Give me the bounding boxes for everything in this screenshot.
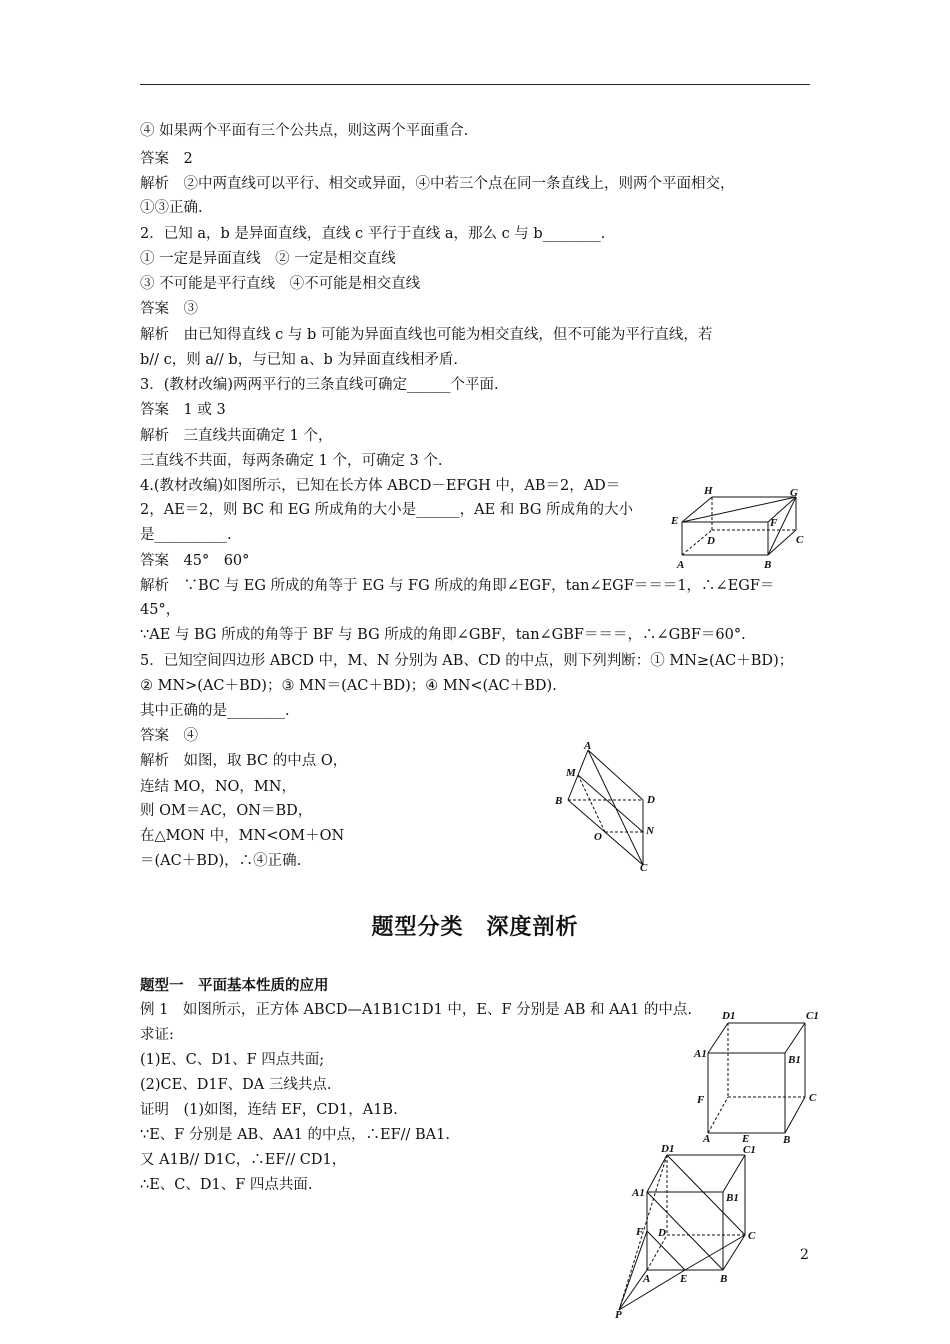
- box-label: F: [770, 517, 778, 529]
- text-line: 答案 ③: [140, 301, 198, 317]
- box-label: H: [704, 485, 713, 497]
- text-line: ∵AE 与 BG 所成的角等于 BF 与 BG 所成的角即∠GBF，tan∠GBF＝＝＝，∴∠GBF＝60°.: [140, 627, 746, 643]
- text-line: 在△MON 中，MN<OM＋ON: [140, 828, 345, 844]
- tetra-figure: [548, 740, 663, 875]
- text-line: 3．(教材改编)两两平行的三条直线可确定______个平面.: [140, 377, 499, 393]
- tetra-label: N: [646, 825, 654, 837]
- cube2-label: B: [720, 1273, 728, 1285]
- cube-figure-2: [605, 1140, 780, 1320]
- text-line: 5．已知空间四边形 ABCD 中，M、N 分别为 AB、CD 的中点，则下列判断：① MN≥(AC＋BD)；: [140, 653, 794, 669]
- tetra-label: C: [640, 862, 648, 874]
- cube2-label: C: [748, 1230, 756, 1242]
- cube1-label: B: [783, 1134, 791, 1145]
- example-line: 又 A1B// D1C，∴EF// CD1，: [140, 1152, 347, 1168]
- cube1-label: E: [742, 1133, 750, 1145]
- cube2-label: A1: [632, 1187, 645, 1199]
- text-line: ② MN>(AC＋BD)；③ MN＝(AC＋BD)；④ MN<(AC＋BD).: [140, 678, 557, 694]
- box-figure: [668, 482, 813, 572]
- cube2-label: A: [643, 1273, 651, 1285]
- example-line: ∴E、C、D1、F 四点共面.: [140, 1177, 313, 1193]
- tetra-label: O: [594, 831, 602, 843]
- text-line: ①③正确.: [140, 200, 203, 216]
- text-line: 2，AE＝2，则 BC 和 EG 所成角的大小是______，AE 和 BG 所成角的大小: [140, 502, 634, 518]
- text-line: 答案 45° 60°: [140, 553, 250, 569]
- text-line: 答案 1 或 3: [140, 402, 226, 418]
- cube1-label: D1: [722, 1010, 736, 1022]
- box-label: C: [796, 534, 804, 546]
- text-line: 其中正确的是________.: [140, 703, 290, 719]
- text-line: 解析 ∵BC 与 EG 所成的角等于 EG 与 FG 所成的角即∠EGF，tan∠EGF＝＝＝1，∴∠EGF＝: [140, 578, 775, 594]
- page-number: 2: [800, 1247, 809, 1263]
- section-title: 题型分类 深度剖析: [371, 915, 579, 940]
- text-line: ④ 如果两个平面有三个公共点，则这两个平面重合.: [140, 123, 469, 139]
- text-line: 解析 三直线共面确定 1 个，: [140, 428, 333, 444]
- text-line: 是__________.: [140, 527, 232, 543]
- box-label: B: [764, 559, 772, 571]
- box-label: G: [790, 487, 798, 499]
- text-line: 答案 2: [140, 151, 193, 167]
- box-label: A: [677, 559, 685, 571]
- cube-figure-1: [690, 1005, 830, 1145]
- cube1-label: B1: [788, 1054, 801, 1066]
- text-line: 2．已知 a，b 是异面直线，直线 c 平行于直线 a，那么 c 与 b________.: [140, 226, 606, 242]
- text-line: 答案 ④: [140, 728, 198, 744]
- tetra-label: M: [566, 767, 576, 779]
- cube2-label: E: [680, 1273, 688, 1285]
- cube1-label: C: [809, 1092, 817, 1104]
- tetra-label: B: [555, 795, 563, 807]
- text-line: 解析 由已知得直线 c 与 b 可能为异面直线也可能为相交直线，但不可能为平行直线，若: [140, 327, 713, 343]
- text-line: b// c，则 a// b，与已知 a、b 为异面直线相矛盾.: [140, 352, 458, 368]
- text-line: ① 一定是异面直线 ② 一定是相交直线: [140, 251, 396, 267]
- tetra-label: A: [584, 740, 592, 752]
- cube2-label: F: [636, 1226, 644, 1238]
- cube1-label: A1: [694, 1048, 707, 1060]
- text-line: ③ 不可能是平行直线 ④不可能是相交直线: [140, 276, 421, 292]
- cube2-label: D1: [661, 1143, 675, 1155]
- cube1-label: A: [703, 1133, 711, 1145]
- cube2-label: D: [658, 1227, 666, 1239]
- text-line: 连结 MO，NO，MN，: [140, 779, 296, 795]
- text-line: 则 OM＝AC，ON＝BD，: [140, 803, 313, 819]
- text-line: 45°，: [140, 602, 181, 618]
- cube1-label: F: [697, 1094, 705, 1106]
- text-line: 4.(教材改编)如图所示，已知在长方体 ABCD－EFGH 中，AB＝2，AD＝: [140, 478, 621, 494]
- text-line: 三直线不共面，每两条确定 1 个，可确定 3 个.: [140, 453, 443, 469]
- text-line: 解析 如图，取 BC 的中点 O，: [140, 753, 348, 769]
- cube2-label: B1: [726, 1192, 739, 1204]
- cube2-label: C1: [743, 1144, 756, 1156]
- example-line: 求证:: [140, 1027, 174, 1043]
- tetra-label: D: [647, 794, 655, 806]
- example-line: (1)E、C、D1、F 四点共面;: [140, 1052, 325, 1068]
- box-label: D: [707, 535, 715, 547]
- text-line: 解析 ②中两直线可以平行、相交或异面，④中若三个点在同一条直线上，则两个平面相交，: [140, 176, 735, 192]
- header-rule: [140, 84, 810, 85]
- cube2-label: P: [615, 1309, 622, 1320]
- box-label: E: [671, 515, 679, 527]
- example-line: 例 1 如图所示，正方体 ABCD—A1B1C1D1 中，E、F 分别是 AB 和 AA1 的中点.: [140, 1002, 693, 1018]
- example-line: 证明 (1)如图，连结 EF，CD1，A1B.: [140, 1102, 398, 1118]
- example-line: ∵E、F 分别是 AB、AA1 的中点，∴EF// BA1.: [140, 1127, 450, 1143]
- example-line: (2)CE、D1F、DA 三线共点.: [140, 1077, 332, 1093]
- cube1-label: C1: [806, 1010, 819, 1022]
- text-line: ＝(AC＋BD)，∴④正确.: [140, 853, 302, 869]
- subsection-title: 题型一 平面基本性质的应用: [140, 978, 329, 994]
